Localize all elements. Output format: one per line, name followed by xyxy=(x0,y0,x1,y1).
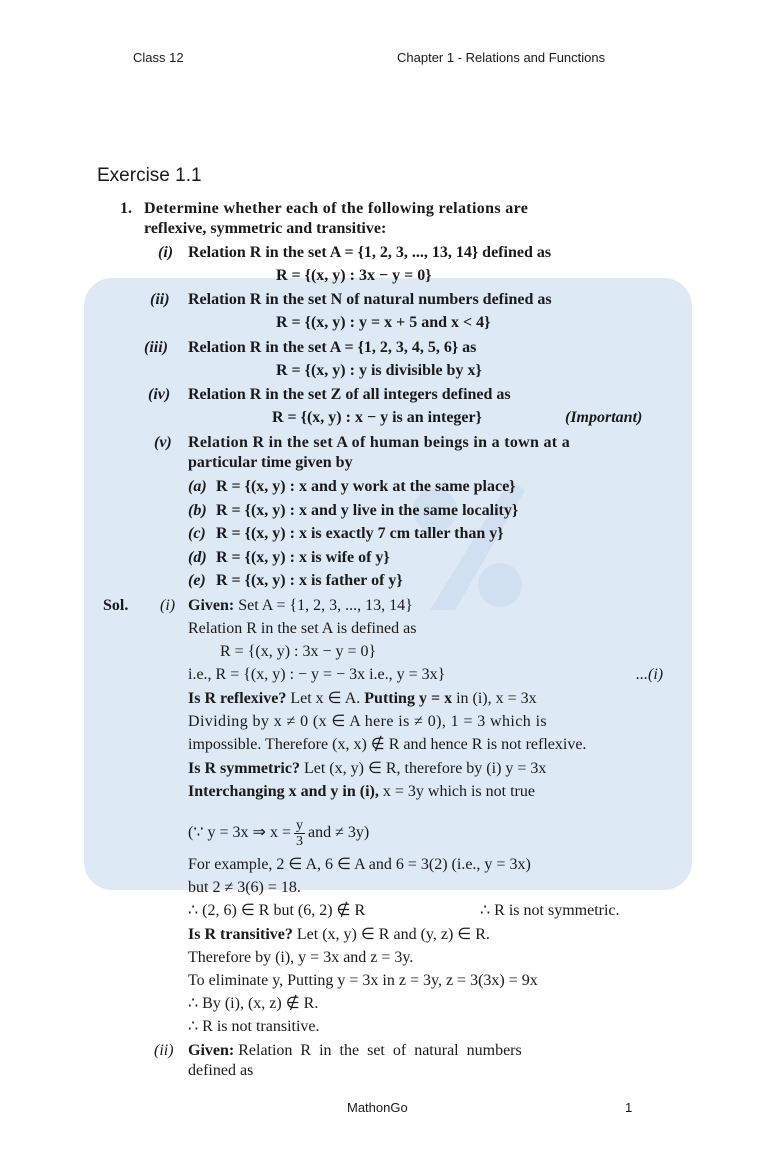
part-text-continued: particular time given by xyxy=(188,454,353,471)
given-text: Set A = {1, 2, 3, ..., 13, 14} xyxy=(238,597,413,614)
given-label: Given: xyxy=(188,597,235,614)
symmetric-text: Let (x, y) ∈ R, therefore by (i) y = 3x xyxy=(303,760,547,777)
solution-line: Therefore by (i), y = 3x and z = 3y. xyxy=(188,949,414,966)
given-text: Relation R in the set of natural numbers xyxy=(238,1042,522,1059)
solution-line: R = {(x, y) : 3x − y = 0} xyxy=(220,643,377,660)
part-label: (iv) xyxy=(148,386,171,403)
subpart-text: R = {(x, y) : x and y live in the same locality} xyxy=(216,502,519,519)
part-text: Relation R in the set A = {1, 2, 3, 4, 5, 6} as xyxy=(188,339,477,356)
part-definition: R = {(x, y) : y is divisible by x} xyxy=(276,362,482,379)
subpart-text: R = {(x, y) : x and y work at the same place} xyxy=(216,478,516,495)
part-text: Relation R in the set A of human beings in a town at a xyxy=(188,434,571,451)
solution-line: ∴ By (i), (x, z) ∉ R. xyxy=(188,995,319,1012)
part-label: (v) xyxy=(154,434,172,451)
part-definition: R = {(x, y) : y = x + 5 and x < 4} xyxy=(276,314,491,331)
part-label: (iii) xyxy=(144,339,168,356)
header-chapter: Chapter 1 - Relations and Functions xyxy=(397,50,606,65)
fraction-line xyxy=(188,818,369,849)
part-label: (ii) xyxy=(150,291,170,308)
solution-line: ∴ R is not symmetric. xyxy=(480,902,620,919)
exercise-title: Exercise 1.1 xyxy=(97,165,202,186)
subpart-label: (c) xyxy=(188,525,206,542)
part-text: Relation R in the set Z of all integers defined as xyxy=(188,386,511,403)
solution-line: Relation R in the set A is defined as xyxy=(188,620,417,637)
subpart-text: R = {(x, y) : x is wife of y} xyxy=(216,549,390,566)
question-line-1: Determine whether each of the following relations are xyxy=(144,200,529,217)
symmetric-line xyxy=(188,759,546,779)
subpart-label: (a) xyxy=(188,478,207,495)
question-line-2: reflexive, symmetric and transitive: xyxy=(144,220,387,237)
part-definition: R = {(x, y) : 3x − y = 0} xyxy=(276,267,432,284)
part-text: Relation R in the set A = {1, 2, 3, ..., 13, 14} defined as xyxy=(188,244,552,261)
reflexive-heading: Is R reflexive? xyxy=(188,690,287,707)
interchanging-text: x = 3y which is not true xyxy=(382,783,535,800)
transitive-heading: Is R transitive? xyxy=(188,926,293,943)
solution-line: To eliminate y, Putting y = 3x in z = 3y, z = 3(3x) = 9x xyxy=(188,972,538,989)
fraction-numerator: y xyxy=(295,818,303,833)
solution-line: impossible. Therefore (x, x) ∉ R and hence R is not reflexive. xyxy=(188,736,587,753)
subpart-label: (b) xyxy=(188,502,207,519)
fraction xyxy=(294,818,305,849)
solution-line: For example, 2 ∈ A, 6 ∈ A and 6 = 3(2) (i.e., y = 3x) xyxy=(188,856,531,873)
page-number: 1 xyxy=(625,1100,633,1115)
subpart-text: R = {(x, y) : x is exactly 7 cm taller than y} xyxy=(216,525,504,542)
interchanging-heading: Interchanging x and y in (i), xyxy=(188,783,379,800)
solution-line: ∴ (2, 6) ∈ R but (6, 2) ∉ R xyxy=(188,902,366,919)
part-text: Relation R in the set N of natural numbers defined as xyxy=(188,291,552,308)
reflexive-text-2: in (i), x = 3x xyxy=(456,690,537,707)
part-definition: R = {(x, y) : x − y is an integer} xyxy=(272,409,482,426)
fraction-post: and ≠ 3y) xyxy=(307,824,370,842)
footer-brand: MathonGo xyxy=(347,1100,408,1115)
header-class: Class 12 xyxy=(133,50,184,65)
given-line xyxy=(188,1041,522,1061)
question-number: 1. xyxy=(120,200,132,217)
putting-text: Putting y = x xyxy=(364,690,453,707)
part-label: (i) xyxy=(158,244,174,261)
reflexive-text: Let x ∈ A. xyxy=(290,690,361,707)
equation-ref: ...(i) xyxy=(636,666,664,683)
solution-part-label: (i) xyxy=(160,597,176,614)
subpart-label: (e) xyxy=(188,572,206,589)
fraction-denominator: 3 xyxy=(295,834,303,849)
subpart-label: (d) xyxy=(188,549,207,566)
transitive-line xyxy=(188,925,490,945)
given-label: Given: xyxy=(188,1042,235,1059)
fraction-pre: (∵ y = 3x ⇒ x = xyxy=(188,824,291,842)
reflexive-line xyxy=(188,689,537,709)
solution-label: Sol. xyxy=(103,597,129,614)
symmetric-heading: Is R symmetric? xyxy=(188,760,300,777)
solution-line: ∴ R is not transitive. xyxy=(188,1018,320,1035)
subpart-text: R = {(x, y) : x is father of y} xyxy=(216,572,403,589)
solution-line: defined as xyxy=(188,1062,254,1079)
solution-line: Dividing by x ≠ 0 (x ∈ A here is ≠ 0), 1 = 3 which is xyxy=(188,713,548,730)
important-note: (Important) xyxy=(565,409,643,426)
solution-line: i.e., R = {(x, y) : − y = − 3x i.e., y = 3x} xyxy=(188,666,446,683)
given-line xyxy=(188,596,413,616)
interchanging-line xyxy=(188,782,535,802)
transitive-text: Let (x, y) ∈ R and (y, z) ∈ R. xyxy=(296,926,490,943)
solution-part-label: (ii) xyxy=(154,1042,174,1059)
solution-line: but 2 ≠ 3(6) = 18. xyxy=(188,879,301,896)
